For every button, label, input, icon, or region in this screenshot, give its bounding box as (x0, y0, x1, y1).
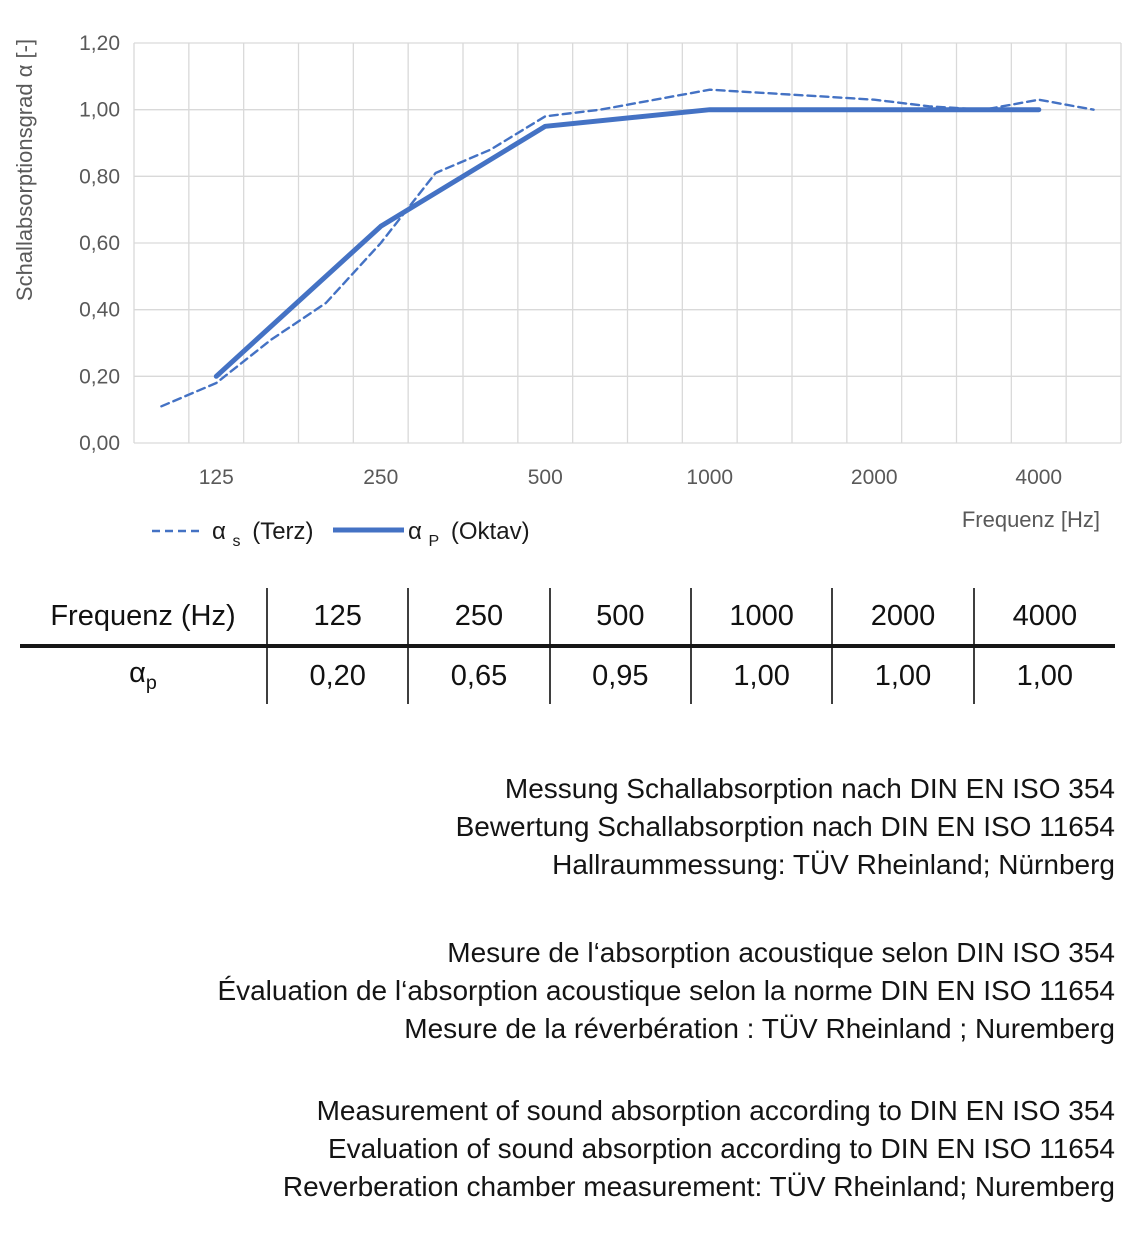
legend-label-terz (212, 518, 314, 552)
table-value-cell: 1,00 (1016, 659, 1074, 692)
absorption-chart (0, 0, 1135, 560)
note-line: Messung Schallabsorption nach DIN EN ISO 354 (504, 773, 1115, 804)
y-tick-label: 0,00 (79, 432, 120, 455)
legend-terz-alpha: α (212, 518, 226, 545)
note-line: Hallraummessung: TÜV Rheinland; Nürnberg (552, 849, 1115, 880)
chart-legend (152, 518, 530, 552)
x-tick-label: 4000 (1015, 466, 1063, 489)
legend-oktav-text: (Oktav) (450, 518, 530, 545)
absorption-table (20, 588, 1115, 704)
chart-plot-area (79, 32, 1121, 489)
x-tick-label: 2000 (850, 466, 898, 489)
note-line: Mesure de l‘absorption acoustique selon DIN ISO 354 (447, 937, 1115, 968)
y-tick-label: 0,40 (79, 298, 120, 322)
table-header-cell: 4000 (974, 588, 1115, 646)
alpha-subscript: p (145, 671, 157, 694)
legend-terz-text: (Terz) (252, 518, 314, 545)
y-tick-label: 0,20 (79, 365, 120, 389)
alpha-symbol: α (129, 657, 146, 690)
note-french (0, 934, 1135, 1048)
x-axis-title: Frequenz [Hz] (961, 507, 1100, 532)
table-header-cell: 1000 (691, 588, 832, 646)
legend-oktav-alpha: α (408, 518, 422, 545)
x-tick-label: 125 (198, 466, 234, 489)
x-tick-label: 1000 (686, 466, 734, 489)
table-header-cell: 500 (550, 588, 691, 646)
table-header-label: Frequenz (Hz) (20, 588, 267, 646)
table-value-cell: 0,20 (267, 646, 408, 704)
y-axis-title: Schallabsorptionsgrad α [-] (12, 38, 37, 302)
note-line: Reverberation chamber measurement: TÜV Rheinland; Nuremberg (282, 1171, 1115, 1202)
absorption-chart-svg (0, 0, 1135, 560)
note-english (0, 1092, 1135, 1206)
note-line: Bewertung Schallabsorption nach DIN EN ISO 11654 (455, 811, 1115, 842)
x-tick-label: 250 (363, 466, 399, 489)
table-header-cell: 250 (408, 588, 549, 646)
x-tick-label: 500 (527, 466, 563, 489)
table-value-cell: 1,00 (832, 646, 973, 704)
table-value-cell: 0,95 (550, 646, 691, 704)
table-value-row (20, 646, 1115, 704)
table-value-cell: 0,65 (408, 646, 549, 704)
y-tick-label: 0,60 (79, 232, 120, 255)
y-tick-label: 0,80 (79, 165, 120, 189)
table-value-label (20, 646, 267, 704)
note-line: Évaluation de l‘absorption acoustique selon la norme DIN EN ISO 11654 (217, 975, 1115, 1006)
table-header-cell: 125 (267, 588, 408, 646)
table-value-cell: 1,00 (691, 646, 832, 704)
legend-terz-sub: s (232, 533, 241, 550)
table-header-cell: 2000 (832, 588, 973, 646)
legend-oktav-sub: P (428, 533, 440, 550)
y-tick-label: 1,20 (79, 32, 120, 55)
y-tick-label: 1,00 (79, 98, 120, 122)
note-line: Mesure de la réverbération : TÜV Rheinland ; Nuremberg (404, 1013, 1115, 1044)
note-line: Evaluation of sound absorption according to DIN EN ISO 11654 (327, 1133, 1115, 1164)
note-line: Measurement of sound absorption according to DIN EN ISO 354 (316, 1095, 1115, 1126)
legend-label-oktav (408, 518, 530, 552)
table-header-row (20, 588, 1115, 646)
note-german (0, 770, 1135, 884)
